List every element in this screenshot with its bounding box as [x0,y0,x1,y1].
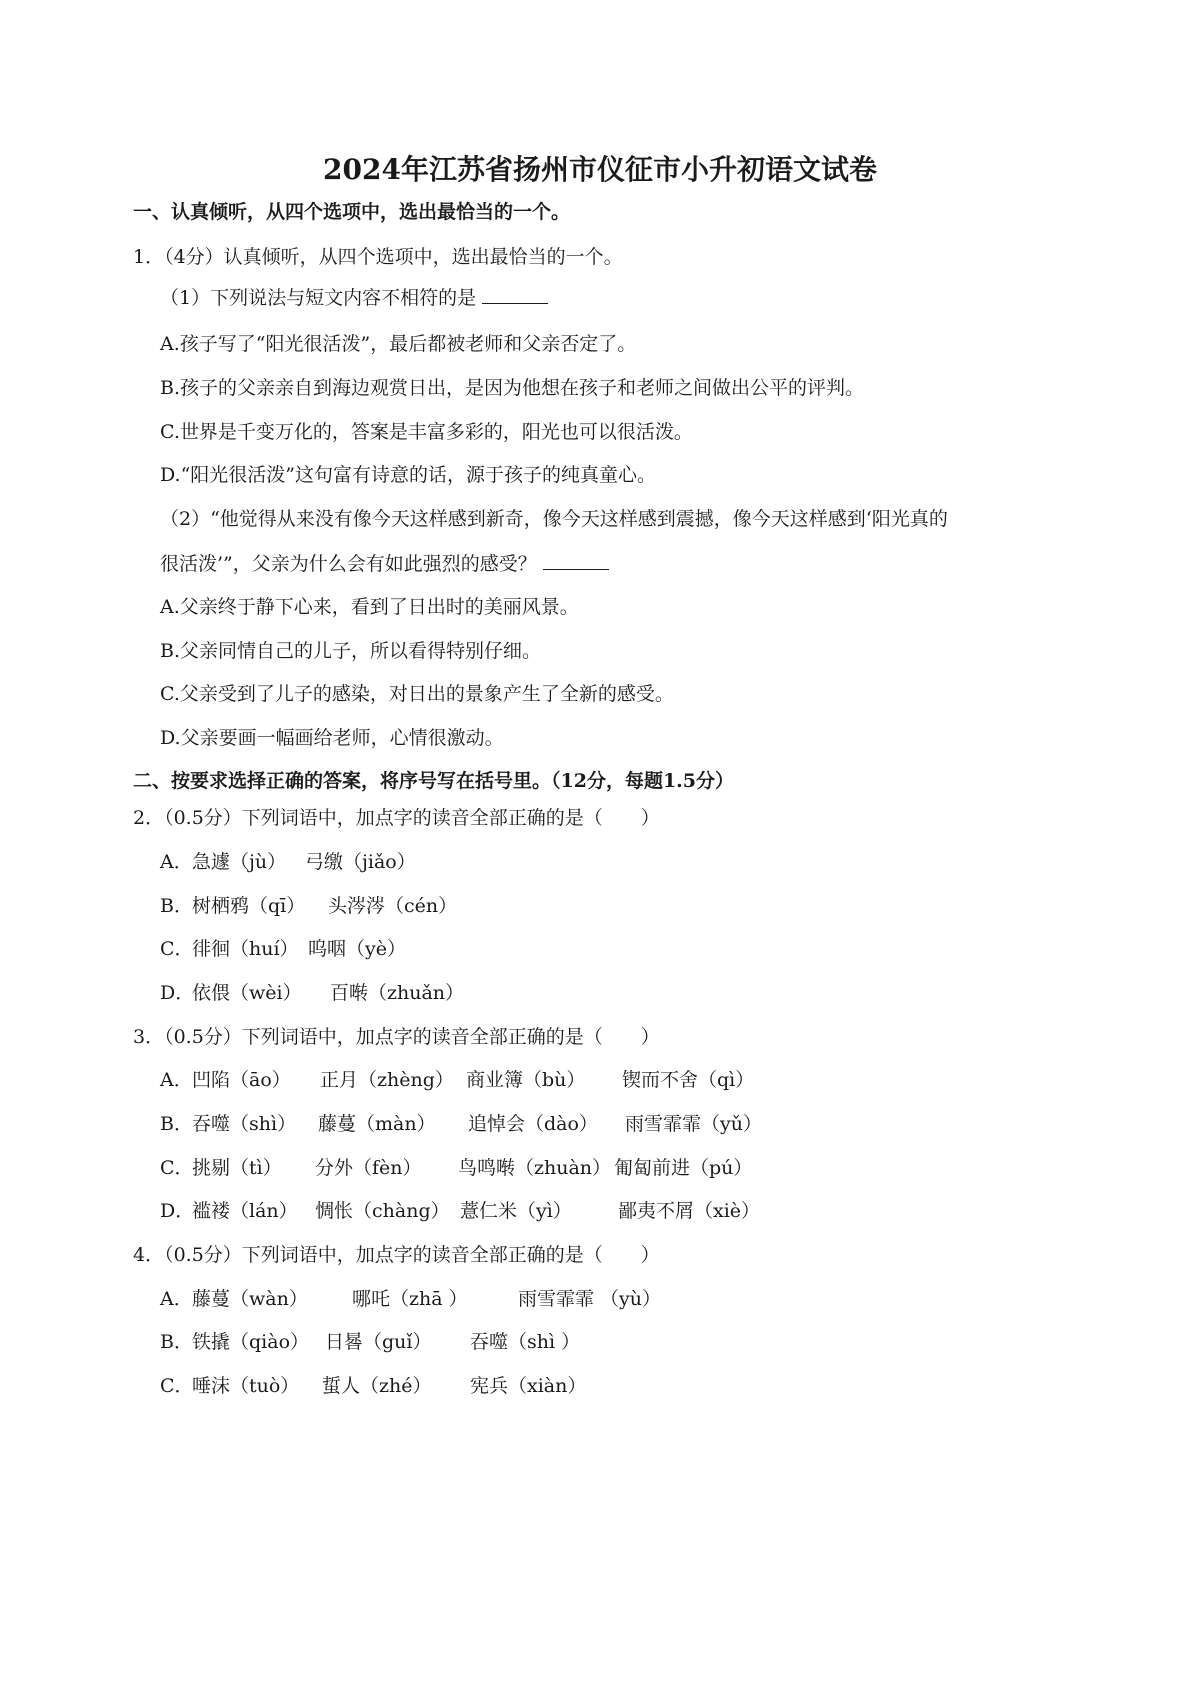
option-term: 宪兵（xiàn） [470,1375,587,1397]
option-term: 唾沫（tuò） [192,1375,300,1397]
question-2-stem: 2．（0.5分）下列词语中，加点字的读音全部正确的是（ ） [133,807,660,829]
page-title: 2024年江苏省扬州市仪征市小升初语文试卷 [323,153,877,186]
option-term: 分外（fèn） [315,1157,422,1179]
option-term: 哪吒（zhā ） [352,1288,468,1310]
section-heading-1: 一、认真倾听，从四个选项中，选出最恰当的一个。 [133,201,571,223]
option-letter: A． [160,1288,193,1310]
question-1-sub2-line2 [160,551,609,576]
question-4-stem: 4．（0.5分）下列词语中，加点字的读音全部正确的是（ ） [133,1244,660,1266]
q1-sub2-option-c: C.父亲受到了儿子的感染，对日出的景象产生了全新的感受。 [160,683,674,705]
q1-sub1-option-b: B.孩子的父亲亲自到海边观赏日出，是因为他想在孩子和老师之间做出公平的评判。 [160,377,865,399]
option-term: 鄙夷不屑（xiè） [618,1200,761,1222]
option-term: 日晷（guǐ） [325,1331,432,1353]
option-term: 藤蔓（wàn） [192,1288,308,1310]
option-term: 正月（zhèng） [320,1069,454,1091]
q1-sub2-option-b: B.父亲同情自己的儿子，所以看得特别仔细。 [160,640,542,662]
option-term: 匍匐前进（pú） [614,1157,753,1179]
question-3-stem: 3．（0.5分）下列词语中，加点字的读音全部正确的是（ ） [133,1026,660,1048]
q1-sub2-option-d: D.父亲要画一幅画给老师，心情很激动。 [160,727,504,749]
question-1-sub2-line1: （2）“他觉得从来没有像今天这样感到新奇，像今天这样感到震撼，像今天这样感到‘阳光真的 [160,508,948,530]
option-term: 褴褛（lán） [192,1200,298,1222]
option-term: 铁撬（qiào） [192,1331,310,1353]
option-term: 急遽（jù） [192,851,287,873]
option-term: 树栖鸦（qī） [192,895,306,917]
option-term: 藤蔓（màn） [318,1113,436,1135]
option-term: 雨雪霏霏（yǔ） [625,1113,762,1135]
answer-blank[interactable] [543,551,609,570]
question-1-sub1-text: （1）下列说法与短文内容不相符的是 [160,287,477,309]
option-term: 雨雪霏霏 （yù） [518,1288,662,1310]
option-term: 头涔涔（cén） [328,895,458,917]
answer-blank[interactable] [482,285,548,304]
option-term: 锲而不舍（qì） [622,1069,755,1091]
option-term: 弓缴（jiǎo） [305,851,416,873]
option-term: 商业簿（bù） [466,1069,586,1091]
option-term: 呜咽（yè） [308,938,406,960]
question-1-sub1 [160,285,548,310]
option-term: 依偎（wèi） [192,982,302,1004]
option-term: 吞噬（shì） [192,1113,297,1135]
option-term: 凹陷（āo） [192,1069,291,1091]
option-term: 吞噬（shì ） [470,1331,581,1353]
option-term: 蜇人（zhé） [322,1375,432,1397]
option-letter: A． [160,1069,193,1091]
option-letter: C． [160,1375,194,1397]
option-term: 追悼会（dào） [468,1113,598,1135]
q1-sub1-option-d: D.“阳光很活泼”这句富有诗意的话，源于孩子的纯真童心。 [160,464,657,486]
option-term: 薏仁米（yì） [460,1200,572,1222]
option-letter: C． [160,1157,194,1179]
q1-sub1-option-c: C.世界是千变万化的，答案是丰富多彩的，阳光也可以很活泼。 [160,421,693,443]
option-letter: D． [160,982,195,1004]
question-1-sub2-text: 很活泼’”，父亲为什么会有如此强烈的感受？ [160,553,537,575]
q1-sub1-option-a: A.孩子写了“阳光很活泼”，最后都被老师和父亲否定了。 [160,333,637,355]
question-1-stem: 1．（4分）认真倾听，从四个选项中，选出最恰当的一个。 [133,246,623,268]
option-term: 惆怅（chàng） [315,1200,450,1222]
option-term: 鸟鸣啭（zhuàn） [458,1157,612,1179]
option-letter: C． [160,938,194,960]
option-term: 挑剔（tì） [192,1157,282,1179]
option-letter: D． [160,1200,195,1222]
option-term: 百啭（zhuǎn） [330,982,465,1004]
option-letter: B． [160,1331,193,1353]
option-letter: B． [160,1113,193,1135]
option-term: 徘徊（huí） [192,938,299,960]
option-letter: B． [160,895,193,917]
option-letter: A． [160,851,193,873]
section-heading-2: 二、按要求选择正确的答案，将序号写在括号里。（12分，每题1.5分） [133,770,734,792]
q1-sub2-option-a: A.父亲终于静下心来，看到了日出时的美丽风景。 [160,596,579,618]
